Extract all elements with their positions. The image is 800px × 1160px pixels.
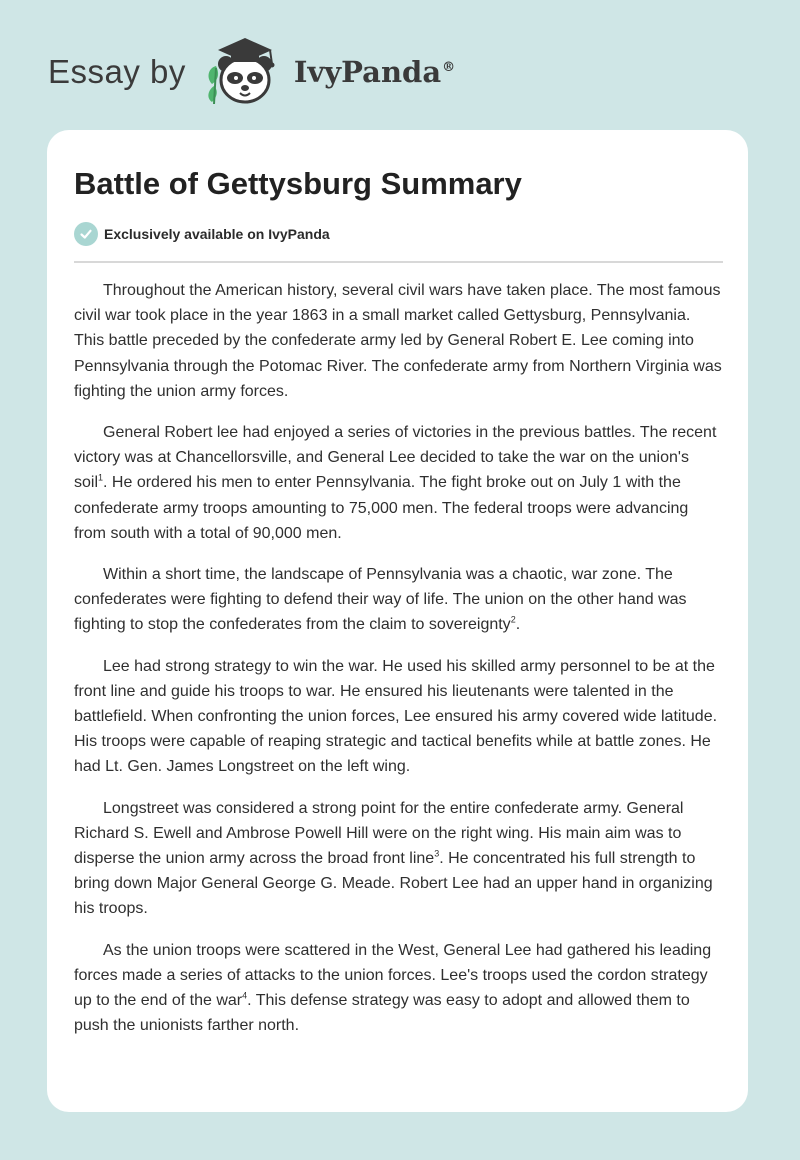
brand-name[interactable]	[294, 55, 455, 89]
paragraph-text: General Robert lee had enjoyed a series of victories in the previous battles. The recent victory was at Chancellorsville, and General Lee decided to take the war on the union's soil	[74, 424, 717, 492]
essay-title: Battle of Gettysburg Summary	[74, 166, 522, 201]
title-divider	[74, 261, 723, 263]
trademark-symbol: ®	[442, 60, 456, 76]
footnote-ref[interactable]: 4	[242, 990, 248, 1001]
paragraph	[74, 938, 723, 1039]
paragraph-text: . He ordered his men to enter Pennsylvania. The fight broke out on July 1 with the confederate army troops amounting to 75,000 men. The federal troops were advancing from south with a total of 90,000 men.	[74, 474, 689, 542]
paragraph	[74, 562, 723, 638]
paragraph-text: As the union troops were scattered in the West, General Lee had gathered his leading forces made a series of attacks to the union forces. Lee's troops used the cordon strategy up to the end of the war	[74, 941, 712, 1010]
site-header	[48, 34, 455, 110]
essay-body	[74, 278, 723, 1054]
paragraph-text: . This defense strategy was easy to adopt and allowed them to push the unionists farther north.	[74, 992, 690, 1035]
paragraph-text: Throughout the American history, several civil wars have taken place. The most famous civil war took place in the year 1863 in a small market called Gettysburg, Pennsylvania. This battle preceded by the confederate army led by General Robert E. Lee coming into Pennsylvania through the Potomac River. The confederate army from Northern Virginia was fighting the union army forces.	[74, 282, 722, 400]
footnote-ref[interactable]: 2	[510, 615, 516, 626]
paragraph-text: . He concentrated his full strength to bring down Major General George G. Meade. Robert Lee had an upper hand in organizing his troops.	[74, 850, 713, 918]
exclusive-badge	[74, 222, 330, 246]
paragraph-text: Within a short time, the landscape of Pennsylvania was a chaotic, war zone. The confederates were fighting to defend their way of life. The union on the other hand was fighting to stop the confederates from the claim to sovereignty	[74, 566, 687, 634]
paragraph	[74, 796, 723, 922]
paragraph-text: .	[515, 616, 521, 634]
paragraph	[74, 420, 723, 546]
paragraph	[74, 654, 723, 780]
footnote-ref[interactable]: 1	[98, 473, 104, 484]
paragraph-text: Lee had strong strategy to win the war. He used his skilled army personnel to be at the front line and guide his troops to war. He ensured his lieutenants were talented in the battlefield. When confronting the union forces, Lee ensured his army covered wide latitude. His troops were capable of reaping strategic and tactical benefits while at battle zones. He had Lt. Gen. James Longstreet on the left wing.	[74, 657, 718, 776]
paragraph	[74, 278, 723, 404]
essay-by-label: Essay by	[48, 53, 186, 90]
footnote-ref[interactable]: 3	[434, 848, 440, 859]
ivypanda-logo-icon[interactable]	[198, 34, 290, 110]
paragraph-text: Longstreet was considered a strong point for the entire confederate army. General Richard S. Ewell and Ambrose Powell Hill were on the right wing. His main aim was to disperse the union army across the broad front line	[74, 799, 684, 868]
essay-card	[47, 130, 748, 1112]
exclusive-badge-text: Exclusively available on IvyPanda	[104, 226, 330, 242]
brand-name-text: IvyPanda	[293, 55, 442, 89]
checkmark-icon	[74, 222, 98, 246]
